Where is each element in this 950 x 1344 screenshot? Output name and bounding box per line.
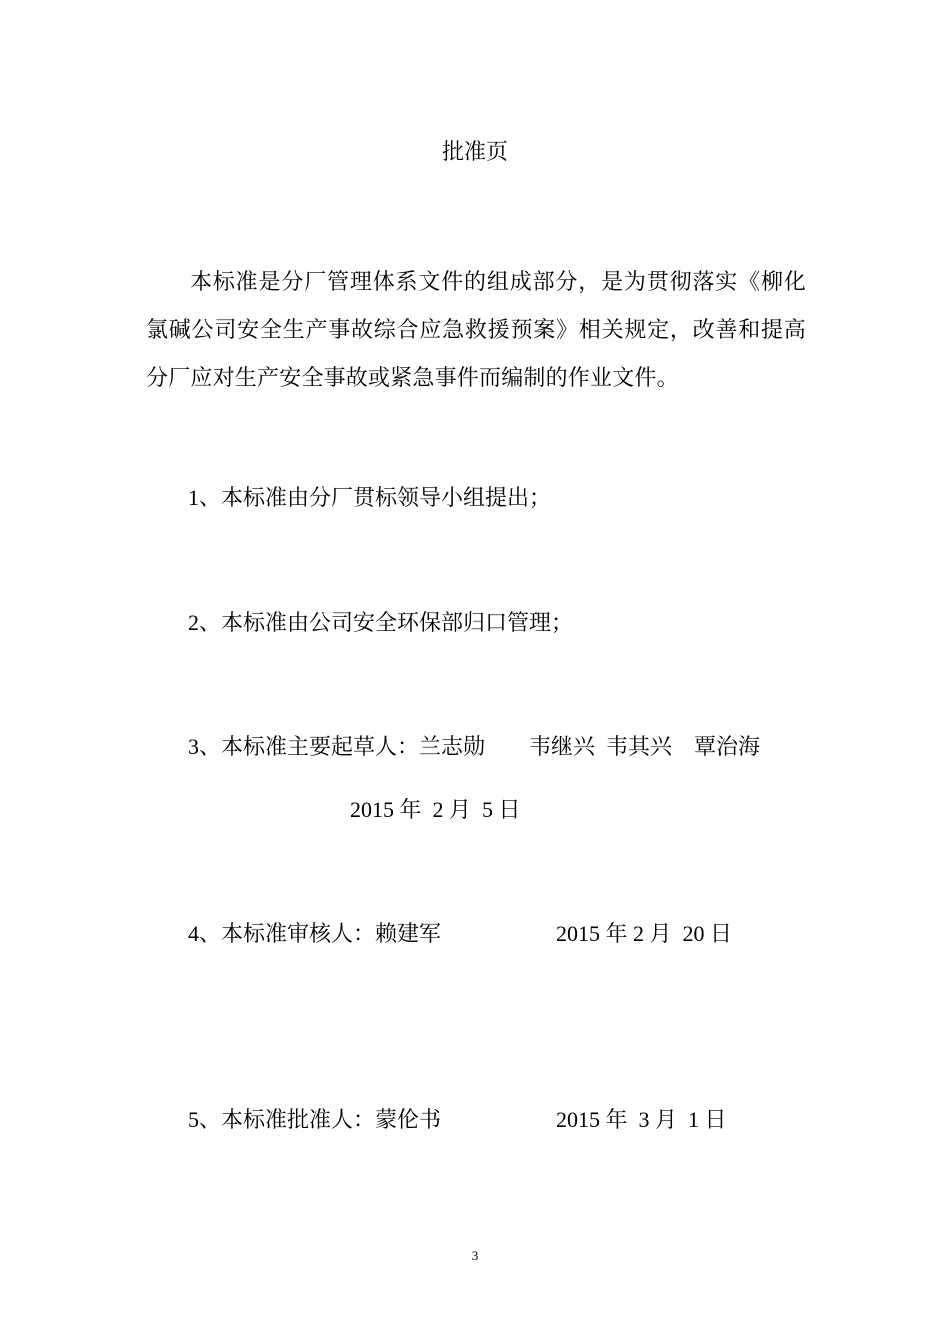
drafters-date: 2015 年 2 月 5 日	[350, 797, 521, 822]
page-title: 批准页	[441, 139, 508, 164]
item-approver: 5、本标准批准人：蒙伦书	[188, 1107, 442, 1132]
item-drafters: 3、本标准主要起草人：兰志勋 韦继兴 韦其兴 覃治海	[188, 734, 761, 759]
item-proposer: 1、本标准由分厂贯标领导小组提出；	[188, 485, 552, 510]
item-reviewer: 4、本标准审核人：赖建军	[188, 921, 442, 946]
reviewer-date: 2015 年 2 月 20 日	[556, 921, 733, 946]
item-management: 2、本标准由公司安全环保部归口管理；	[188, 610, 574, 635]
approver-date: 2015 年 3 月 1 日	[556, 1107, 727, 1132]
page-number: 3	[471, 1248, 479, 1263]
intro-paragraph: 本标准是分厂管理体系文件的组成部分，是为贯彻落实《柳化氯碱公司安全生产事故综合应急救援预案》相关规定，改善和提高分厂应对生产安全事故或紧急事件而编制的作业文件。	[146, 269, 806, 390]
